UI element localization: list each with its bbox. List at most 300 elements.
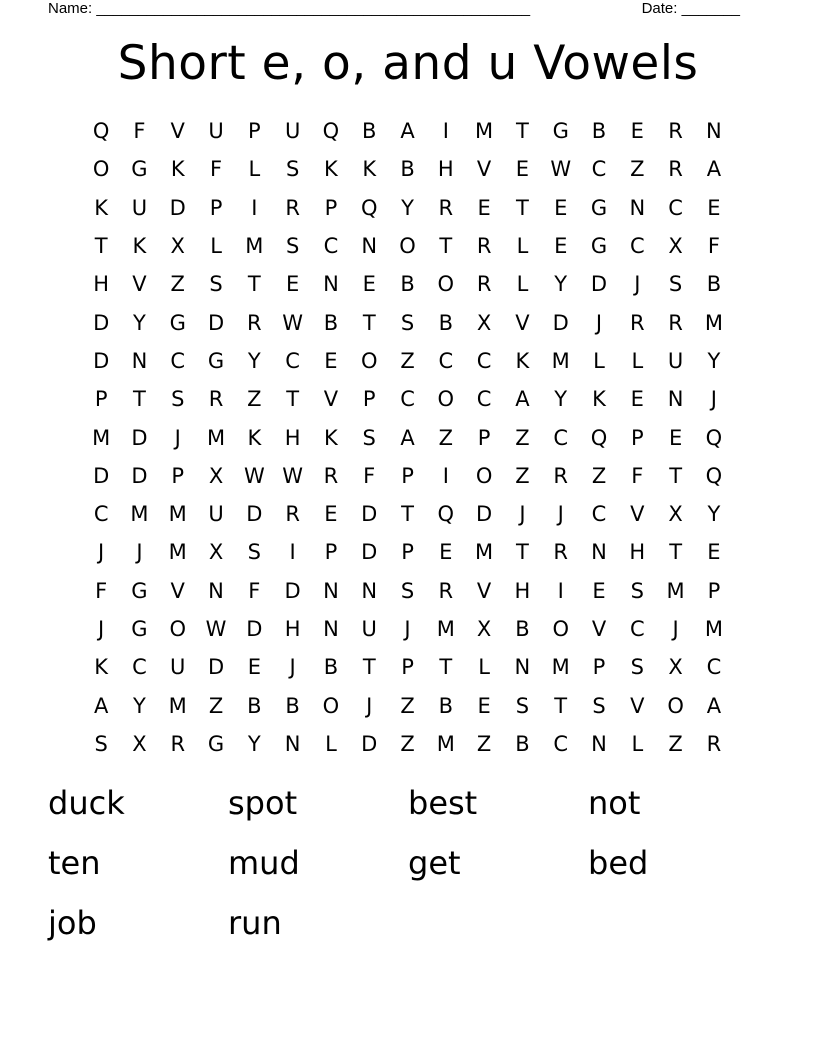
grid-letter: Y <box>707 348 721 373</box>
grid-letter: D <box>361 731 378 756</box>
grid-letter: S <box>285 157 300 182</box>
grid-letter: Y <box>401 195 414 220</box>
grid-letter: R <box>668 157 683 182</box>
grid-letter: Y <box>707 502 721 527</box>
grid-letter: E <box>285 272 300 297</box>
grid-letter: E <box>554 195 568 220</box>
grid-letter: M <box>206 425 226 450</box>
grid-letter: B <box>400 157 415 182</box>
grid-letter: K <box>324 425 338 450</box>
grid-letter: Z <box>476 731 492 756</box>
grid-letter: R <box>668 119 683 144</box>
grid-letter: D <box>284 578 301 603</box>
worksheet-header <box>48 0 740 20</box>
grid-letter: U <box>284 119 301 144</box>
grid-letter: L <box>516 234 529 259</box>
grid-letter: D <box>131 425 148 450</box>
date-field-label: Date: _______ <box>641 0 740 17</box>
word-list-item: duck <box>48 784 125 822</box>
grid-letter: V <box>170 119 185 144</box>
grid-letter: M <box>704 617 723 641</box>
grid-letter: C <box>591 502 607 527</box>
grid-letter: E <box>707 540 721 565</box>
grid-letter: G <box>207 731 225 756</box>
grid-letter: E <box>324 348 338 373</box>
grid-letter: O <box>437 387 455 412</box>
grid-letter: Z <box>515 463 530 488</box>
grid-letter: P <box>362 387 376 412</box>
grid-letter: G <box>590 234 608 259</box>
grid-letter: N <box>323 617 339 641</box>
grid-letter: D <box>207 310 225 335</box>
grid-letter: Y <box>247 348 261 373</box>
grid-letter: O <box>322 693 340 718</box>
grid-letter: D <box>552 310 569 335</box>
grid-letter: Q <box>705 463 723 488</box>
grid-letter: C <box>285 348 300 373</box>
grid-letter: A <box>515 387 530 412</box>
grid-letter: J <box>404 617 411 641</box>
grid-letter: Z <box>400 348 415 373</box>
grid-letter: R <box>285 195 300 220</box>
grid-letter: P <box>401 655 414 680</box>
grid-letter: P <box>209 195 223 220</box>
grid-letter: V <box>476 157 492 182</box>
grid-letter: U <box>667 348 684 373</box>
grid-letter: B <box>515 731 530 756</box>
grid-letter: N <box>706 119 722 144</box>
grid-letter: D <box>93 310 110 335</box>
grid-letter: G <box>131 578 148 603</box>
grid-letter: P <box>324 195 338 220</box>
grid-letter: K <box>362 157 377 182</box>
grid-letter: Z <box>630 157 645 182</box>
grid-letter: P <box>401 540 414 565</box>
grid-letter: Z <box>170 272 185 297</box>
grid-letter: O <box>552 617 569 641</box>
grid-letter: E <box>477 693 491 718</box>
grid-letter: M <box>168 540 187 565</box>
grid-letter: K <box>324 157 338 182</box>
grid-letter: Q <box>590 425 608 450</box>
grid-letter: M <box>436 731 455 756</box>
grid-letter: P <box>592 655 606 680</box>
page-title: Short e, o, and u Vowels <box>117 36 699 91</box>
grid-letter: N <box>361 234 378 259</box>
grid-letter: J <box>174 425 181 450</box>
grid-letter: X <box>476 310 492 335</box>
grid-letter: M <box>130 502 149 527</box>
word-list-item: bed <box>588 844 649 882</box>
grid-letter: O <box>169 617 186 641</box>
grid-letter: X <box>476 617 492 641</box>
grid-letter: N <box>131 348 148 373</box>
grid-letter: D <box>246 502 263 527</box>
grid-letter: M <box>436 617 455 641</box>
grid-letter: F <box>133 119 146 144</box>
grid-letter: T <box>133 387 146 412</box>
grid-letter: F <box>707 234 720 259</box>
grid-letter: X <box>170 234 185 259</box>
grid-letter: T <box>362 655 376 680</box>
grid-letter: A <box>93 693 109 718</box>
grid-letter: P <box>248 119 261 144</box>
grid-letter: Z <box>400 731 415 756</box>
grid-letter: R <box>323 463 339 488</box>
grid-letter: L <box>210 234 222 259</box>
grid-letter: I <box>251 195 258 220</box>
grid-letter: F <box>95 578 108 603</box>
grid-letter: B <box>247 693 262 718</box>
grid-letter: X <box>668 234 683 259</box>
grid-letter: O <box>92 157 110 182</box>
grid-letter: R <box>285 502 300 527</box>
grid-letter: C <box>553 731 569 756</box>
grid-letter: R <box>438 195 454 220</box>
grid-letter: S <box>171 387 185 412</box>
grid-letter: G <box>131 617 148 641</box>
grid-letter: R <box>706 731 722 756</box>
grid-letter: C <box>629 234 645 259</box>
grid-letter: K <box>515 348 530 373</box>
grid-letter: N <box>323 272 339 297</box>
grid-letter: B <box>515 617 530 641</box>
grid-letter: V <box>630 502 645 527</box>
grid-letter: J <box>519 502 526 527</box>
grid-letter: E <box>707 195 721 220</box>
grid-letter: L <box>631 348 644 373</box>
grid-letter: X <box>668 502 683 527</box>
grid-letter: F <box>363 463 376 488</box>
grid-letter: R <box>630 310 645 335</box>
grid-letter: K <box>247 425 262 450</box>
word-list-item: mud <box>228 844 300 882</box>
grid-letter: S <box>592 693 606 718</box>
grid-letter: F <box>209 157 223 182</box>
grid-letter: P <box>707 578 721 603</box>
grid-letter: Y <box>554 387 568 412</box>
grid-letter: U <box>170 655 186 680</box>
grid-letter: M <box>475 540 494 565</box>
grid-letter: C <box>132 655 147 680</box>
word-list <box>48 774 768 954</box>
grid-letter: J <box>289 655 296 680</box>
grid-letter: N <box>629 195 646 220</box>
grid-letter: S <box>515 693 530 718</box>
grid-letter: A <box>706 693 722 718</box>
grid-letter: G <box>590 195 608 220</box>
grid-letter: J <box>366 693 373 718</box>
grid-letter: I <box>557 578 564 603</box>
grid-letter: Y <box>247 731 261 756</box>
grid-letter: L <box>516 272 529 297</box>
grid-letter: S <box>362 425 376 450</box>
grid-letter: K <box>170 157 185 182</box>
grid-letter: E <box>247 655 261 680</box>
grid-letter: R <box>247 310 262 335</box>
grid-letter: E <box>630 387 644 412</box>
grid-letter: S <box>630 578 644 603</box>
grid-letter: P <box>324 540 338 565</box>
grid-letter: O <box>475 463 493 488</box>
grid-letter: T <box>247 272 261 297</box>
grid-letter: Z <box>208 693 224 718</box>
grid-letter: C <box>629 617 645 641</box>
grid-letter: Y <box>133 693 146 718</box>
grid-letter: U <box>208 119 224 144</box>
grid-letter: O <box>360 348 378 373</box>
grid-letter: L <box>325 731 337 756</box>
grid-letter: I <box>289 540 296 565</box>
grid-letter: B <box>706 272 722 297</box>
grid-letter: S <box>630 655 644 680</box>
grid-letter: D <box>590 272 608 297</box>
grid-letter: Y <box>133 310 146 335</box>
grid-letter: V <box>170 578 185 603</box>
grid-letter: B <box>323 655 339 680</box>
grid-letter: Z <box>400 693 415 718</box>
grid-letter: S <box>400 578 415 603</box>
grid-letter: T <box>669 463 683 488</box>
word-list-item: spot <box>228 784 298 822</box>
grid-letter: R <box>553 463 568 488</box>
grid-letter: G <box>552 119 569 144</box>
word-list-item: not <box>588 784 641 822</box>
grid-letter: U <box>208 502 224 527</box>
grid-letter: T <box>362 310 376 335</box>
grid-letter: V <box>132 272 147 297</box>
grid-letter: E <box>668 425 683 450</box>
grid-letter: L <box>593 348 605 373</box>
grid-letter: C <box>93 502 109 527</box>
grid-letter: H <box>629 540 646 565</box>
grid-letter: M <box>551 348 570 373</box>
grid-letter: P <box>94 387 108 412</box>
grid-letter: Z <box>247 387 262 412</box>
grid-letter: W <box>282 463 304 488</box>
grid-letter: A <box>400 425 415 450</box>
grid-letter: B <box>362 119 377 144</box>
grid-letter: G <box>207 348 225 373</box>
grid-letter: E <box>439 540 453 565</box>
grid-letter: D <box>361 540 378 565</box>
grid-letter: S <box>400 310 415 335</box>
grid-letter: N <box>591 540 607 565</box>
grid-letter: D <box>169 195 186 220</box>
grid-letter: V <box>515 310 530 335</box>
grid-letter: D <box>207 655 225 680</box>
grid-letter: E <box>477 195 491 220</box>
grid-letter: H <box>93 272 110 297</box>
grid-letter: T <box>516 195 529 220</box>
grid-letter: L <box>248 157 261 182</box>
grid-letter: E <box>592 578 606 603</box>
grid-letter: R <box>476 234 492 259</box>
grid-letter: R <box>553 540 568 565</box>
grid-letter: J <box>136 540 143 565</box>
grid-letter: I <box>442 463 449 488</box>
grid-letter: S <box>209 272 223 297</box>
grid-letter: Z <box>438 425 454 450</box>
grid-letter: J <box>98 617 105 641</box>
grid-letter: A <box>706 157 722 182</box>
grid-letter: W <box>205 617 227 641</box>
grid-letter: D <box>476 502 493 527</box>
grid-letter: X <box>208 540 224 565</box>
grid-letter: B <box>400 272 415 297</box>
grid-letter: V <box>476 578 492 603</box>
grid-letter: O <box>399 234 416 259</box>
grid-letter: N <box>667 387 684 412</box>
grid-letter: E <box>515 157 530 182</box>
grid-letter: O <box>667 693 684 718</box>
grid-letter: J <box>98 540 105 565</box>
word-list-item: get <box>408 844 461 882</box>
grid-letter: E <box>554 234 568 259</box>
grid-letter: U <box>131 195 148 220</box>
grid-letter: J <box>710 387 717 412</box>
word-list-item: ten <box>48 844 101 882</box>
grid-letter: T <box>669 540 683 565</box>
grid-letter: O <box>437 272 455 297</box>
grid-letter: M <box>92 425 111 450</box>
grid-letter: C <box>553 425 569 450</box>
grid-letter: C <box>400 387 415 412</box>
grid-letter: M <box>704 310 723 335</box>
grid-letter: F <box>248 578 261 603</box>
grid-letter: Z <box>515 425 530 450</box>
grid-letter: J <box>634 272 641 297</box>
grid-letter: H <box>514 578 531 603</box>
grid-letter: N <box>323 578 339 603</box>
grid-letter: N <box>591 731 607 756</box>
grid-letter: T <box>286 387 300 412</box>
grid-letter: B <box>438 310 454 335</box>
grid-letter: M <box>245 234 264 259</box>
grid-letter: H <box>284 425 301 450</box>
grid-letter: G <box>169 310 186 335</box>
grid-letter: W <box>550 157 572 182</box>
grid-letter: K <box>592 387 606 412</box>
grid-letter: T <box>401 502 414 527</box>
grid-letter: J <box>595 310 603 335</box>
grid-letter: H <box>284 617 301 641</box>
word-list-item: run <box>228 904 282 942</box>
grid-letter: R <box>208 387 224 412</box>
grid-letter: K <box>132 234 147 259</box>
grid-letter: W <box>243 463 265 488</box>
grid-letter: A <box>400 119 415 144</box>
grid-letter: V <box>323 387 339 412</box>
grid-letter: I <box>442 119 449 144</box>
grid-letter: N <box>514 655 531 680</box>
grid-letter: M <box>475 119 494 144</box>
grid-letter: E <box>362 272 376 297</box>
grid-letter: C <box>476 348 492 373</box>
word-list-item: best <box>408 784 478 822</box>
grid-letter: C <box>438 348 454 373</box>
grid-letter: R <box>476 272 492 297</box>
grid-letter: T <box>439 655 453 680</box>
grid-letter: M <box>168 502 187 527</box>
grid-letter: D <box>246 617 263 641</box>
word-list-item: job <box>48 904 97 942</box>
grid-letter: K <box>94 195 109 220</box>
grid-letter: C <box>668 195 683 220</box>
grid-letter: D <box>93 463 110 488</box>
grid-letter: T <box>516 119 529 144</box>
grid-letter: J <box>557 502 564 527</box>
grid-letter: B <box>591 119 607 144</box>
grid-letter: S <box>285 234 300 259</box>
grid-letter: Q <box>92 119 110 144</box>
grid-letter: K <box>94 655 109 680</box>
grid-letter: Y <box>554 272 568 297</box>
grid-letter: H <box>437 157 454 182</box>
grid-letter: P <box>477 425 491 450</box>
grid-letter: Q <box>322 119 340 144</box>
grid-letter: M <box>168 693 187 718</box>
grid-letter: T <box>94 234 108 259</box>
grid-letter: G <box>131 157 148 182</box>
grid-letter: T <box>554 693 568 718</box>
grid-letter: Z <box>668 731 683 756</box>
grid-letter: C <box>706 655 722 680</box>
grid-letter: V <box>630 693 645 718</box>
grid-letter: R <box>668 310 683 335</box>
grid-letter: T <box>439 234 453 259</box>
grid-letter: B <box>438 693 454 718</box>
grid-letter: X <box>208 463 224 488</box>
grid-letter: Q <box>705 425 723 450</box>
grid-letter: D <box>361 502 378 527</box>
grid-letter: M <box>551 655 570 680</box>
grid-letter: U <box>361 617 377 641</box>
grid-letter: X <box>668 655 683 680</box>
word-search-grid <box>82 112 733 763</box>
grid-letter: D <box>93 348 110 373</box>
grid-letter: N <box>208 578 224 603</box>
grid-letter: R <box>438 578 454 603</box>
grid-letter: P <box>171 463 185 488</box>
grid-letter: E <box>324 502 338 527</box>
grid-letter: N <box>284 731 301 756</box>
grid-letter: P <box>630 425 644 450</box>
grid-letter: R <box>170 731 186 756</box>
grid-letter: P <box>401 463 414 488</box>
grid-letter: Q <box>360 195 378 220</box>
grid-letter: B <box>323 310 339 335</box>
grid-letter: C <box>476 387 492 412</box>
grid-letter: X <box>132 731 147 756</box>
grid-letter: V <box>591 617 607 641</box>
grid-letter: Z <box>591 463 607 488</box>
grid-letter: C <box>591 157 607 182</box>
grid-letter: J <box>672 617 679 641</box>
grid-letter: E <box>630 119 644 144</box>
grid-letter: T <box>516 540 529 565</box>
grid-letter: W <box>282 310 304 335</box>
grid-letter: S <box>668 272 683 297</box>
grid-letter: D <box>131 463 148 488</box>
grid-letter: B <box>285 693 300 718</box>
grid-letter: S <box>94 731 108 756</box>
name-field-label: Name: ____________________________________________________ <box>48 0 531 17</box>
grid-letter: N <box>361 578 378 603</box>
grid-letter: C <box>323 234 339 259</box>
grid-letter: S <box>247 540 261 565</box>
grid-letter: L <box>478 655 490 680</box>
